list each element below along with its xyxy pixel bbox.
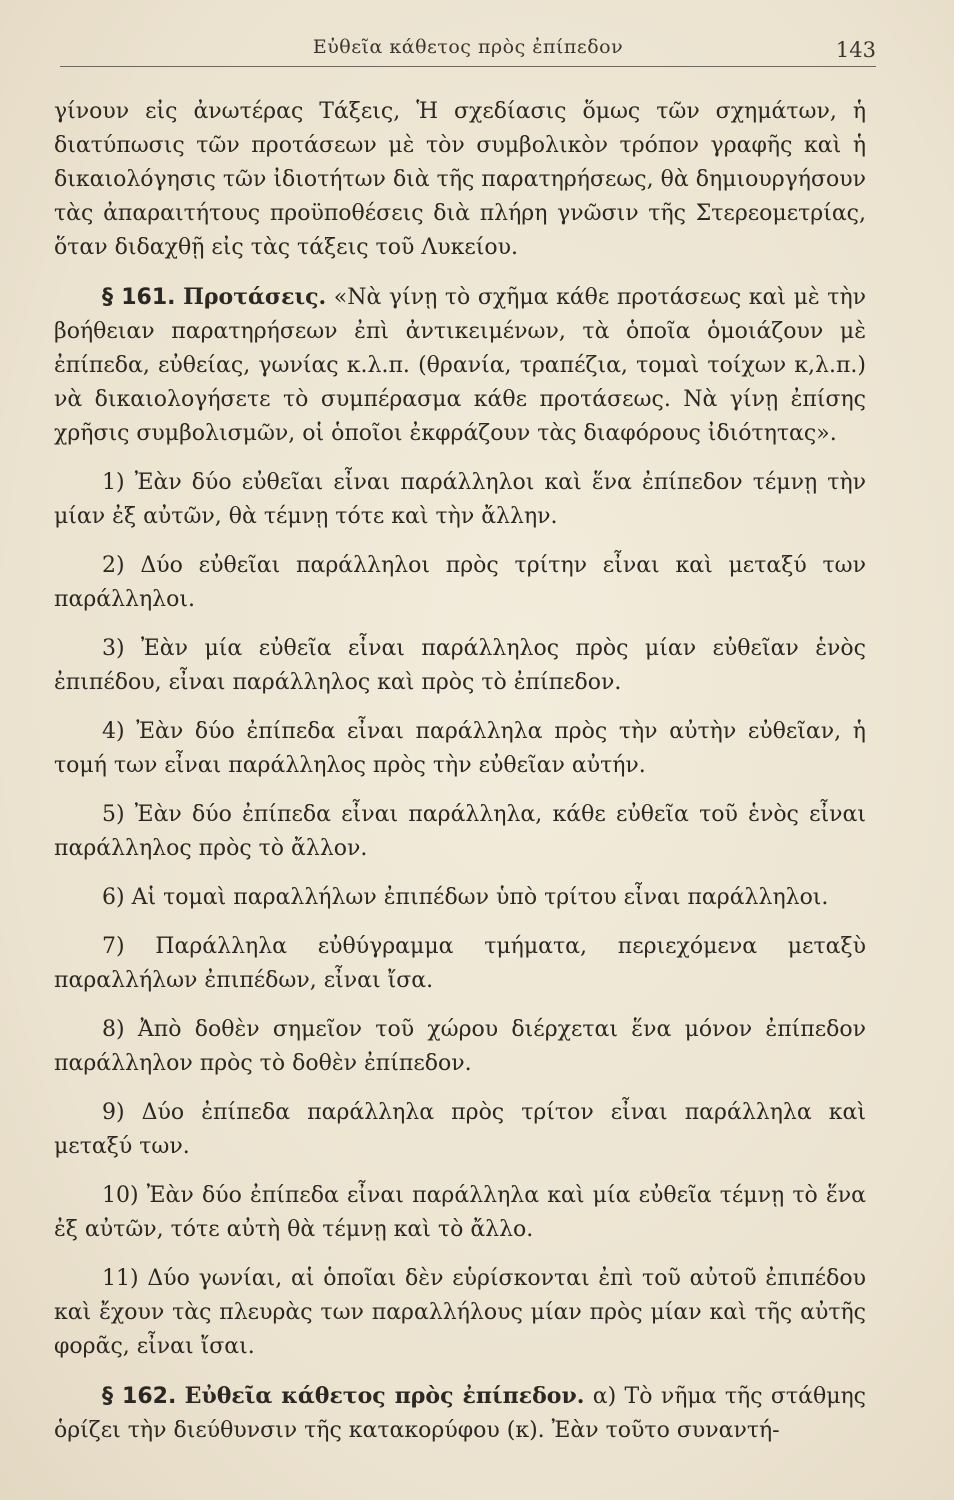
propositions-list: [54, 466, 866, 1364]
proposition-7: 7) Παράλληλα εὐθύγραμμα τμήματα, περιεχόμενα μεταξὺ παραλλήλων ἐπιπέδων, εἶναι ἴσα.: [54, 934, 866, 993]
section-162: [54, 1379, 866, 1448]
section-161: [54, 280, 866, 451]
page-body: [54, 95, 866, 1463]
section-161-text: «Νὰ γίνῃ τὸ σχῆμα κάθε προτάσεως καὶ μὲ τὴν βοήθειαν παρατηρήσεων ἐπὶ ἀντικειμένων, τὰ ὁποῖα ὁμοιάζουν μὲ ἐπίπεδα, εὐθείας, γωνίας κ.λ.π. (θρανία, τραπέζια, τομαὶ τοίχων κ,λ.π.) νὰ δικαιολογήσετε τὸ συμπέρασμα κάθε προτάσεως. Νὰ γίνῃ ἐπίσης χρῆσις συμβολισμῶν, οἱ ὁποῖοι ἐκφράζουν τὰς διαφόρους ἰδιότητας».: [54, 285, 867, 446]
proposition-4: 4) Ἐὰν δύο ἐπίπεδα εἶναι παράλληλα πρὸς τὴν αὐτὴν εὐθεῖαν, ἡ τομή των εἶναι παράλληλος πρὸς τὴν εὐθεῖαν αὐτήν.: [54, 719, 866, 778]
running-title: Εὐθεῖα κάθετος πρὸς ἐπίπεδον: [312, 36, 624, 58]
proposition-6: 6) Αἱ τομαὶ παραλλήλων ἐπιπέδων ὑπὸ τρίτου εἶναι παράλληλοι.: [102, 885, 829, 910]
section-162-number: § 162.: [102, 1384, 177, 1409]
page-number: 143: [835, 38, 876, 62]
page-header: [60, 30, 876, 67]
proposition-11: 11) Δύο γωνίαι, αἱ ὁποῖαι δὲν εὑρίσκονται ἐπὶ τοῦ αὐτοῦ ἐπιπέδου καὶ ἔχουν τὰς πλευρὰς των παραλλήλους μίαν πρὸς μίαν καὶ τῆς αὐτῆς φορᾶς, εἶναι ἴσαι.: [54, 1266, 866, 1359]
proposition-5: 5) Ἐὰν δύο ἐπίπεδα εἶναι παράλληλα, κάθε εὐθεῖα τοῦ ἑνὸς εἶναι παράλληλος πρὸς τὸ ἄλλον.: [54, 802, 866, 861]
proposition-8: 8) Ἀπὸ δοθὲν σημεῖον τοῦ χώρου διέρχεται ἕνα μόνον ἐπίπεδον παράλληλον πρὸς τὸ δοθὲν ἐπίπεδον.: [54, 1017, 866, 1076]
proposition-10: 10) Ἐὰν δύο ἐπίπεδα εἶναι παράλληλα καὶ μία εὐθεῖα τέμνῃ τὸ ἕνα ἐξ αὐτῶν, τότε αὐτὴ θὰ τέμνῃ καὶ τὸ ἄλλο.: [54, 1183, 866, 1242]
section-162-title: Εὐθεῖα κάθετος πρὸς ἐπίπεδον.: [184, 1383, 585, 1409]
section-162-text: α) Τὸ νῆμα τῆς στάθμης ὁρίζει τὴν διεύθυνσιν τῆς κατακορύφου (κ). Ἐὰν τοῦτο συναντή-: [54, 1384, 866, 1443]
proposition-3: 3) Ἐὰν μία εὐθεῖα εἶναι παράλληλος πρὸς μίαν εὐθεῖαν ἑνὸς ἐπιπέδου, εἶναι παράλληλος καὶ πρὸς τὸ ἐπίπεδον.: [54, 636, 866, 695]
section-161-number: § 161.: [102, 285, 176, 310]
section-161-title: Προτάσεις.: [183, 284, 327, 310]
proposition-1: 1) Ἐὰν δύο εὐθεῖαι εἶναι παράλληλοι καὶ ἕνα ἐπίπεδον τέμνῃ τὴν μίαν ἐξ αὐτῶν, θὰ τέμνῃ τότε καὶ τὴν ἄλλην.: [54, 470, 866, 529]
proposition-9: 9) Δύο ἐπίπεδα παράλληλα πρὸς τρίτον εἶναι παράλληλα καὶ μεταξύ των.: [54, 1100, 866, 1159]
proposition-2: 2) Δύο εὐθεῖαι παράλληλοι πρὸς τρίτην εἶναι καὶ μεταξύ των παράλληλοι.: [54, 553, 866, 612]
intro-paragraph: γίνουν εἰς ἀνωτέρας Τάξεις, Ἡ σχεδίασις ὅμως τῶν σχημάτων, ἡ διατύπωσις τῶν προτάσεων μὲ τὸν συμβολικὸν τρόπον γραφῆς καὶ ἡ δικαιολόγησις τῶν ἰδιοτήτων διὰ τῆς παρατηρήσεως, θὰ δημιουργήσουν τὰς ἀπαραιτήτους προϋποθέσεις διὰ πλήρη γνῶσιν τῆς Στερεομετρίας, ὅταν διδαχθῇ εἰς τὰς τάξεις τοῦ Λυκείου.: [54, 99, 866, 260]
